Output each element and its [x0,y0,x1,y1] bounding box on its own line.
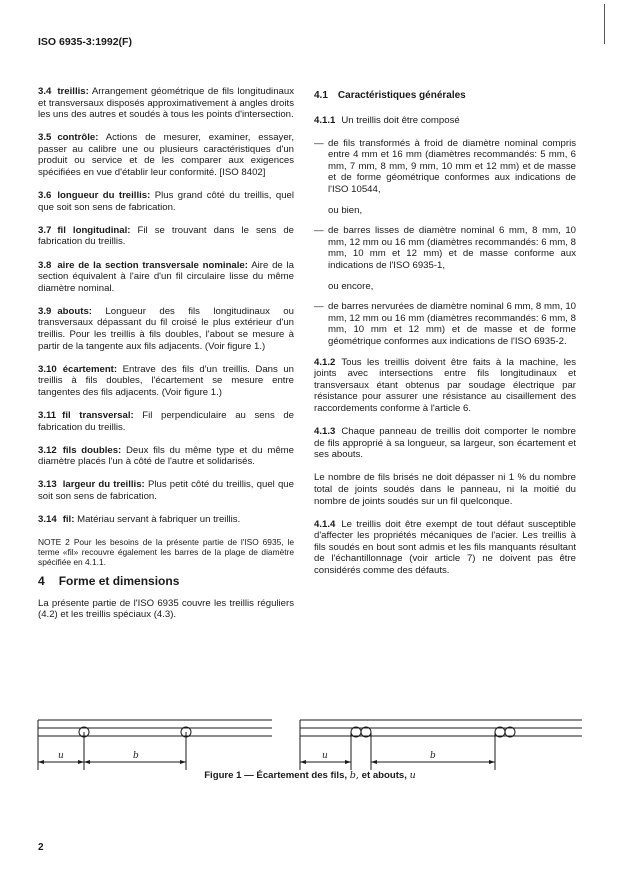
connector-text: ou bien, [328,204,363,216]
list-item: — de barres nervurées de diamètre nominal 6 mm, 8 mm, 10 mm, 12 mm ou 16 mm (diamètres recommandés: 6 mm, 8 mm, 10 mm et 12 mm) et de masse et de forme géométrique conformes aux indications de l'ISO 6935-2. [314,301,576,347]
definition-3-6: 3.6 longueur du treillis: Plus grand côté du treillis, quel que soit son sens de fabrication. [38,190,295,213]
term: fil longitudinal: [57,224,131,236]
definition-3-4: 3.4 treillis: Arrangement géométrique de fils longitudinaux et transversaux disposés approximativement à angles droits les uns des autres et soudés à tous les points d'intersection. [38,86,294,121]
term: écartement: [62,363,118,375]
document-header: ISO 6935-3:1992(F) [38,36,132,48]
definition-3-12: 3.12 fils doubles: Deux fils du même type et du même diamètre placés l'un à côté de l'autre et solidarisés. [38,444,294,468]
paragraph-4-1-3: 4.1.3 Chaque panneau de treillis doit comporter le nombre de fils approprié à sa longueur, sa largeur, son écartement et ses abouts. [314,426,576,461]
paragraph-4-1-4: 4.1.4 Le treillis doit être exempt de tout défaut susceptible d'affecter les propriétés mécaniques de l'acier. Les treillis à fils soudés en bout sont admis et les fils manquants résultant de l'échantillonnage (voir article 7) ne doivent pas être considérés comme des défauts. [314,518,576,576]
definition-3-9: 3.9 abouts: Longueur des fils longitudinaux ou transversaux dépassant du fil croisé le plus extérieur d'un treillis. Pour les treillis à fils doubles, l'about se mesure à partir de la tangente aux fils adjacents. (Voir figure 1.) [38,305,294,352]
definition-3-11: 3.11 fil transversal: Fil perpendiculaire au sens de fabrication du treillis. [38,409,295,433]
page-number: 2 [38,842,44,853]
margin-mark [604,4,605,44]
term: fils doubles: [62,444,122,456]
term: aire de la section transversale nominale: [57,259,248,271]
figure-caption: Figure 1 — Écartement des fils, b, et abouts, u [204,770,416,781]
term: fil: [62,514,75,526]
term: fil transversal: [62,409,134,421]
term: longueur du treillis: [57,190,151,202]
list-item: — de barres lisses de diamètre nominal 6 mm, 8 mm, 10 mm, 12 mm ou 16 mm (diamètres recommandés: 6 mm, 8 mm, 10 mm et 12 mm) et de masse conforme aux indications de l'ISO 6935-1, [314,225,576,271]
label-u: u [58,751,64,761]
definition-3-7: 3.7 fil longitudinal: Fil se trouvant dans le sens de fabrication du treillis. [38,224,294,248]
paragraph-4-1-1: 4.1.1 Un treillis doit être composé [314,114,460,126]
note-2: NOTE 2 Pour les besoins de la présente partie de l'ISO 6935, le terme «fil» recouvre également les barres de la plage de diamètre spécifiée en 4.1.1. [38,537,294,568]
definition-3-13: 3.13 largeur du treillis: Plus petit côté du treillis, quel que soit son sens de fabrication. [38,479,294,502]
definition-3-10: 3.10 écartement: Entrave des fils d'un treillis. Dans un treillis à fils doubles, l'écartement se mesure entre tangentes des fils adjacents. (Voir figure 1.) [38,363,294,398]
paragraph-4-1-2: 4.1.2 Tous les treillis doivent être faits à la machine, les joints avec intersections entre fils longitudinaux et transversaux étant obtenus par soudage électrique par résistance pour assurer une résistance au cisaillement des raccordements conforme à l'article 6. [314,356,576,414]
definition-3-14: 3.14 fil: Matériau servant à fabriquer un treillis. [38,514,241,526]
label-b: b [430,751,436,761]
definition-3-8: 3.8 aire de la section transversale nominale: Aire de la section équivalent à l'aire d'un fil circulaire lisse du même diamètre nominal. [38,259,295,294]
term: treillis: [57,86,89,97]
section-4-1-heading: 4.1 Caractéristiques générales [314,90,466,101]
label-b: b [133,751,139,761]
term: largeur du treillis: [62,479,145,491]
list-item: — de fils transformés à froid de diamètre nominal compris entre 4 mm et 16 mm (diamètres recommandés: 5 mm, 6 mm, 7 mm, 8 mm, 9 mm, 10 mm et 12 mm) et de masse et de forme géométrique conformes aux indications de l'ISO 10544, [314,138,576,196]
definition-3-5: 3.5 contrôle: Actions de mesurer, examiner, essayer, passer au calibre une ou plusieurs caractéristiques d'un produit ou service et de les comparer aux exigences spécifiées en vue d'établir leur conformité. [ISO 8402] [38,132,294,179]
right-mesh-diagram [300,720,582,770]
term: abouts: [57,305,92,317]
left-mesh-diagram [38,720,272,770]
section-4-text: La présente partie de l'ISO 6935 couvre les treillis réguliers (4.2) et les treillis spéciaux (4.3). [38,597,294,621]
section-4-heading: 4 Forme et dimensions [38,574,180,589]
right-column [314,90,576,588]
label-u: u [322,751,328,761]
connector-text: ou encore, [328,280,374,292]
paragraph-4-1-3-b: Le nombre de fils brisés ne doit dépasser ni 1 % du nombre total de joints soudés dans le panneau, ni la moitié du nombre de joints soudés sur un fil quelconque. [314,472,576,507]
term: contrôle: [57,132,99,144]
left-column [38,86,294,632]
